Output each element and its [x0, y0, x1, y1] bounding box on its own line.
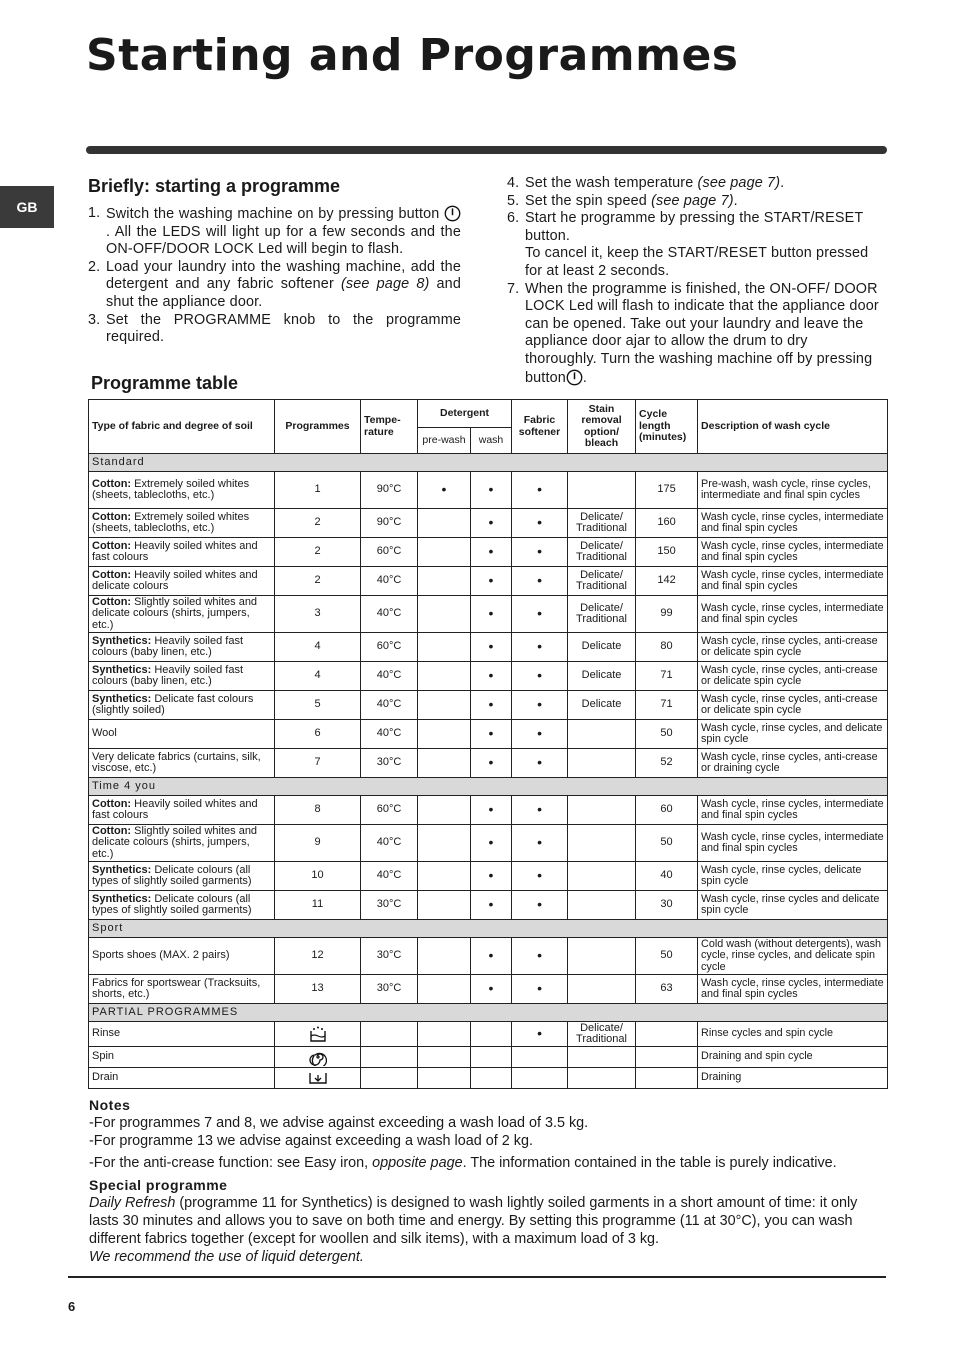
fabric-type: Synthetics:	[92, 634, 152, 647]
temperature-cell: 40°C	[361, 596, 418, 633]
fabric-type: Cotton:	[92, 824, 132, 837]
stain-cell	[568, 891, 636, 920]
stain-cell	[568, 975, 636, 1004]
header-description: Description of wash cycle	[698, 400, 888, 454]
prewash-cell	[418, 691, 471, 720]
table-row	[89, 938, 888, 975]
page-reference: (see page 8)	[340, 276, 430, 293]
fabric-desc: Slightly soiled whites and delicate colours (shirts, jumpers, etc.)	[92, 824, 258, 860]
stain-cell: Delicate/ Traditional	[568, 538, 636, 567]
programme-number: 13	[275, 975, 361, 1004]
wash-cell: •	[471, 720, 512, 749]
prewash-cell	[418, 509, 471, 538]
drain-icon	[275, 1068, 361, 1089]
stain-cell	[568, 1047, 636, 1068]
note-2: -For programme 13 we advise against exceeding a wash load of 2 kg.	[89, 1133, 533, 1149]
fabric-cell: Spin	[89, 1047, 275, 1068]
cycle-length-cell: 50	[636, 938, 698, 975]
table-row	[89, 891, 888, 920]
fabric-desc: Delicate colours (all types of slightly soiled garments)	[92, 863, 252, 887]
section-row	[89, 1004, 888, 1022]
table-row	[89, 1047, 888, 1068]
programme-number: 9	[275, 825, 361, 862]
temperature-cell: 40°C	[361, 720, 418, 749]
softener-cell: •	[512, 691, 568, 720]
header-fabric: Type of fabric and degree of soil	[89, 400, 275, 454]
prewash-cell	[418, 662, 471, 691]
step-number: 1.	[88, 205, 101, 221]
cycle-length-cell: 80	[636, 633, 698, 662]
cycle-length-cell: 71	[636, 691, 698, 720]
fabric-cell	[89, 633, 275, 662]
fabric-type: Synthetics:	[92, 892, 152, 905]
programme-number: 4	[275, 633, 361, 662]
fabric-desc: Wool	[92, 727, 117, 740]
cycle-length-cell: 142	[636, 567, 698, 596]
fabric-desc: Slightly soiled whites and delicate colours (shirts, jumpers, etc.)	[92, 595, 258, 631]
steps-list-left	[88, 205, 461, 347]
prewash-cell: •	[418, 472, 471, 509]
fabric-type: Cotton:	[92, 510, 132, 523]
fabric-desc: Very delicate fabrics (curtains, silk, viscose, etc.)	[92, 750, 261, 774]
description-cell: Wash cycle, rinse cycles, anti-crease or draining cycle	[698, 749, 888, 778]
fabric-cell	[89, 825, 275, 862]
softener-cell: •	[512, 862, 568, 891]
header-cycle: Cycle length (minutes)	[636, 400, 698, 454]
fabric-cell	[89, 662, 275, 691]
stain-cell	[568, 749, 636, 778]
header-softener: Fabric softener	[512, 400, 568, 454]
cycle-length-cell: 52	[636, 749, 698, 778]
fabric-type: Cotton:	[92, 539, 132, 552]
special-programme-text	[89, 1194, 889, 1248]
stain-cell: Delicate/ Traditional	[568, 509, 636, 538]
table-row	[89, 538, 888, 567]
programme-number: 1	[275, 472, 361, 509]
fabric-desc: Heavily soiled fast colours (baby linen, etc.)	[92, 634, 244, 658]
softener-cell: •	[512, 509, 568, 538]
special-text: (programme 11 for Synthetics) is designed to wash lightly soiled garments in a short amount of time: it only lasts 30 minutes and allows you to save on both time and energy. By setting this programme (11 at 30°C), you can wash different fabrics together (except for woollen and silk items), with a maximum load of 3 kg.	[89, 1195, 858, 1247]
softener-cell: •	[512, 749, 568, 778]
table-row	[89, 825, 888, 862]
header-detergent: Detergent	[418, 400, 512, 428]
fabric-desc: Delicate colours (all types of slightly soiled garments)	[92, 892, 252, 916]
spin-icon	[275, 1047, 361, 1068]
power-icon	[444, 205, 461, 222]
softener-cell: •	[512, 938, 568, 975]
programme-number: 8	[275, 796, 361, 825]
note-1: -For programmes 7 and 8, we advise against exceeding a wash load of 3.5 kg.	[89, 1115, 589, 1131]
programme-number: 2	[275, 567, 361, 596]
recommendation	[89, 1248, 889, 1266]
description-cell: Wash cycle, rinse cycles, intermediate and final spin cycles	[698, 796, 888, 825]
rinse-icon	[275, 1022, 361, 1047]
table-row	[89, 862, 888, 891]
fabric-cell	[89, 567, 275, 596]
step-number: 3.	[88, 311, 101, 328]
section-row	[89, 778, 888, 796]
temperature-cell: 90°C	[361, 509, 418, 538]
table-row	[89, 567, 888, 596]
step-5	[507, 193, 882, 211]
stain-cell	[568, 720, 636, 749]
step-4	[507, 175, 882, 193]
table-row	[89, 662, 888, 691]
wash-cell: •	[471, 862, 512, 891]
step-text: .	[582, 369, 588, 386]
cycle-length-cell: 160	[636, 509, 698, 538]
step-text: .	[780, 175, 785, 191]
page-title: Starting and Programmes	[86, 30, 739, 81]
step-1	[88, 205, 461, 259]
wash-cell: •	[471, 509, 512, 538]
stain-cell: Delicate/ Traditional	[568, 596, 636, 633]
fabric-cell	[89, 938, 275, 975]
programme-table-body	[89, 454, 888, 1089]
description-cell: Rinse cycles and spin cycle	[698, 1022, 888, 1047]
table-row	[89, 796, 888, 825]
softener-cell	[512, 1068, 568, 1089]
temperature-cell: 40°C	[361, 862, 418, 891]
temperature-cell: 40°C	[361, 567, 418, 596]
description-cell: Wash cycle, rinse cycles, anti-crease or delicate spin cycle	[698, 691, 888, 720]
prewash-cell	[418, 720, 471, 749]
notes-section	[89, 1096, 889, 1266]
fabric-desc: Heavily soiled whites and fast colours	[92, 539, 258, 563]
wash-cell: •	[471, 472, 512, 509]
temperature-cell: 60°C	[361, 538, 418, 567]
wash-cell: •	[471, 633, 512, 662]
step-number: 4.	[507, 175, 520, 191]
programme-number: 4	[275, 662, 361, 691]
prewash-cell	[418, 938, 471, 975]
notes-heading: Notes	[89, 1097, 131, 1113]
description-cell: Pre-wash, wash cycle, rinse cycles, intermediate and final spin cycles	[698, 472, 888, 509]
programme-number: 5	[275, 691, 361, 720]
step-2	[88, 259, 461, 312]
stain-cell: Delicate	[568, 662, 636, 691]
steps-list-right	[507, 175, 882, 387]
cycle-length-cell: 175	[636, 472, 698, 509]
stain-cell	[568, 796, 636, 825]
table-row	[89, 472, 888, 509]
programme-table	[88, 399, 888, 1089]
step-text: . All the LEDS will light up for a few seconds and the ON-OFF/DOOR LOCK Led will begin to flash.	[106, 223, 461, 258]
stain-cell: Delicate	[568, 691, 636, 720]
power-icon	[566, 369, 583, 386]
fabric-cell	[89, 538, 275, 567]
recommendation-text: We recommend the use of liquid detergent.	[89, 1249, 364, 1265]
note-text: -For the anti-crease function: see Easy iron,	[89, 1155, 373, 1171]
note-3	[89, 1154, 889, 1172]
wash-cell: •	[471, 596, 512, 633]
briefly-heading: Briefly: starting a programme	[88, 176, 341, 196]
step-number: 7.	[507, 280, 520, 297]
step-number: 2.	[88, 258, 101, 275]
fabric-desc: Heavily soiled whites and delicate colours	[92, 568, 258, 592]
cycle-length-cell: 30	[636, 891, 698, 920]
fabric-cell: Drain	[89, 1068, 275, 1089]
description-cell: Cold wash (without detergents), wash cycle, rinse cycles, and delicate spin cycle	[698, 938, 888, 975]
stain-cell: Delicate/ Traditional	[568, 567, 636, 596]
fabric-type: Cotton:	[92, 477, 132, 490]
page-reference: (see page 7)	[651, 192, 734, 209]
cycle-length-cell: 63	[636, 975, 698, 1004]
note-text: . The information contained in the table is purely indicative.	[462, 1155, 837, 1171]
description-cell: Wash cycle, rinse cycles, anti-crease or delicate spin cycle	[698, 633, 888, 662]
cycle-length-cell: 71	[636, 662, 698, 691]
fabric-cell	[89, 509, 275, 538]
step-text: Load your laundry into the washing machine, add the detergent and any fabric softener	[106, 258, 461, 293]
wash-cell: •	[471, 691, 512, 720]
softener-cell: •	[512, 633, 568, 662]
section-label: Standard	[89, 454, 888, 472]
step-number: 5.	[507, 192, 520, 209]
programme-number: 2	[275, 509, 361, 538]
table-row	[89, 509, 888, 538]
softener-cell: •	[512, 662, 568, 691]
programme-number: 10	[275, 862, 361, 891]
cycle-length-cell: 50	[636, 825, 698, 862]
softener-cell: •	[512, 567, 568, 596]
section-row	[89, 454, 888, 472]
temperature-cell: 30°C	[361, 975, 418, 1004]
table-row	[89, 1022, 888, 1047]
header-prewash: pre-wash	[418, 428, 471, 454]
description-cell: Wash cycle, rinse cycles, anti-crease or delicate spin cycle	[698, 662, 888, 691]
wash-cell: •	[471, 796, 512, 825]
temperature-cell: 30°C	[361, 891, 418, 920]
header-wash: wash	[471, 428, 512, 454]
description-cell: Wash cycle, rinse cycles and delicate spin cycle	[698, 891, 888, 920]
step-text: .	[733, 192, 738, 209]
wash-cell: •	[471, 825, 512, 862]
fabric-cell	[89, 891, 275, 920]
softener-cell	[512, 1047, 568, 1068]
temperature-cell: 30°C	[361, 938, 418, 975]
softener-cell: •	[512, 472, 568, 509]
softener-cell: •	[512, 596, 568, 633]
section-label: Sport	[89, 920, 888, 938]
softener-cell: •	[512, 825, 568, 862]
fabric-type: Cotton:	[92, 595, 132, 608]
temperature-cell: 60°C	[361, 796, 418, 825]
cycle-length-cell: 40	[636, 862, 698, 891]
stain-cell	[568, 938, 636, 975]
softener-cell: •	[512, 1022, 568, 1047]
header-temperature: Tempe-rature	[361, 400, 418, 454]
fabric-cell	[89, 720, 275, 749]
description-cell: Wash cycle, rinse cycles, intermediate and final spin cycles	[698, 825, 888, 862]
temperature-cell: 40°C	[361, 662, 418, 691]
fabric-cell	[89, 691, 275, 720]
page-reference: opposite page	[372, 1155, 463, 1171]
prewash-cell	[418, 862, 471, 891]
softener-cell: •	[512, 538, 568, 567]
step-text: Start he programme by pressing the START/RESET button.	[525, 210, 864, 244]
description-cell: Wash cycle, rinse cycles, delicate spin cycle	[698, 862, 888, 891]
fabric-cell	[89, 975, 275, 1004]
fabric-cell: Rinse	[89, 1022, 275, 1047]
wash-cell: •	[471, 662, 512, 691]
step-text: Set the PROGRAMME knob to the programme required.	[106, 311, 461, 346]
wash-cell: •	[471, 975, 512, 1004]
prewash-cell	[418, 825, 471, 862]
stain-cell: Delicate/ Traditional	[568, 1022, 636, 1047]
cycle-length-cell: 150	[636, 538, 698, 567]
cycle-length-cell: 99	[636, 596, 698, 633]
programme-table-heading: Programme table	[91, 373, 239, 393]
fabric-desc: Delicate fast colours (slightly soiled)	[92, 692, 254, 716]
softener-cell: •	[512, 720, 568, 749]
title-divider	[86, 146, 887, 154]
table-row	[89, 749, 888, 778]
fabric-type: Synthetics:	[92, 663, 152, 676]
language-tab: GB	[0, 186, 54, 228]
table-row	[89, 633, 888, 662]
fabric-cell	[89, 796, 275, 825]
programme-number: 6	[275, 720, 361, 749]
prewash-cell	[418, 633, 471, 662]
fabric-desc: Extremely soiled whites (sheets, tablecloths, etc.)	[92, 510, 250, 534]
special-programme-heading: Special programme	[89, 1177, 228, 1193]
cycle-length-cell: 50	[636, 720, 698, 749]
programme-number: 2	[275, 538, 361, 567]
softener-cell: •	[512, 891, 568, 920]
section-row	[89, 920, 888, 938]
fabric-cell	[89, 862, 275, 891]
description-cell: Wash cycle, rinse cycles, and delicate spin cycle	[698, 720, 888, 749]
header-programmes: Programmes	[275, 400, 361, 454]
description-cell: Draining	[698, 1068, 888, 1089]
step-text: Set the wash temperature	[525, 175, 698, 191]
softener-cell: •	[512, 975, 568, 1004]
footer-divider	[68, 1276, 886, 1278]
stain-cell	[568, 472, 636, 509]
wash-cell: •	[471, 891, 512, 920]
description-cell: Wash cycle, rinse cycles, intermediate and final spin cycles	[698, 567, 888, 596]
step-text: To cancel it, keep the START/RESET button pressed for at least 2 seconds.	[525, 245, 869, 279]
section-label: Time 4 you	[89, 778, 888, 796]
temperature-cell: 60°C	[361, 633, 418, 662]
step-number: 6.	[507, 210, 520, 227]
wash-cell: •	[471, 749, 512, 778]
programme-number: 7	[275, 749, 361, 778]
table-row	[89, 975, 888, 1004]
step-text: When the programme is finished, the ON-OFF/ DOOR LOCK Led will flash to indicate that the appliance door can be opened. Take out your laundry and leave the appliance door ajar to allow the drum to dry thoroughly. Turn the washing machine off by pressing button	[525, 280, 879, 386]
prewash-cell	[418, 596, 471, 633]
prewash-cell	[418, 749, 471, 778]
fabric-desc: Heavily soiled whites and fast colours	[92, 797, 258, 821]
prewash-cell	[418, 975, 471, 1004]
step-text: Set the spin speed	[525, 192, 652, 209]
prewash-cell	[418, 891, 471, 920]
stain-cell	[568, 825, 636, 862]
header-stain: Stain removal option/ bleach	[568, 400, 636, 454]
table-row	[89, 720, 888, 749]
wash-cell: •	[471, 538, 512, 567]
description-cell: Draining and spin cycle	[698, 1047, 888, 1068]
table-row	[89, 1068, 888, 1089]
page-number: 6	[68, 1299, 76, 1314]
temperature-cell: 40°C	[361, 691, 418, 720]
table-row	[89, 691, 888, 720]
temperature-cell: 90°C	[361, 472, 418, 509]
fabric-type: Synthetics:	[92, 863, 152, 876]
temperature-cell: 40°C	[361, 825, 418, 862]
description-cell: Wash cycle, rinse cycles, intermediate and final spin cycles	[698, 975, 888, 1004]
softener-cell: •	[512, 796, 568, 825]
stain-cell	[568, 862, 636, 891]
fabric-desc: Heavily soiled fast colours (baby linen, etc.)	[92, 663, 244, 687]
prewash-cell	[418, 796, 471, 825]
prewash-cell	[418, 538, 471, 567]
step-3	[88, 312, 461, 347]
fabric-desc: Extremely soiled whites (sheets, tablecloths, etc.)	[92, 477, 250, 501]
cycle-length-cell: 60	[636, 796, 698, 825]
fabric-cell	[89, 596, 275, 633]
description-cell: Wash cycle, rinse cycles, intermediate and final spin cycles	[698, 509, 888, 538]
page-reference: (see page 7)	[697, 175, 781, 191]
fabric-type: Synthetics:	[92, 692, 152, 705]
step-6	[507, 210, 882, 280]
programme-number: 3	[275, 596, 361, 633]
fabric-desc: Fabrics for sportswear (Tracksuits, shorts, etc.)	[92, 976, 261, 1000]
wash-cell: •	[471, 567, 512, 596]
step-text: Switch the washing machine on by pressing button	[106, 206, 440, 222]
programme-name: Daily Refresh	[89, 1195, 176, 1211]
programme-number: 11	[275, 891, 361, 920]
prewash-cell	[418, 567, 471, 596]
temperature-cell: 30°C	[361, 749, 418, 778]
fabric-type: Cotton:	[92, 797, 132, 810]
stain-cell: Delicate	[568, 633, 636, 662]
programme-number: 12	[275, 938, 361, 975]
section-label: PARTIAL PROGRAMMES	[89, 1004, 888, 1022]
step-text: and shut the appliance door.	[106, 276, 461, 310]
fabric-desc: Sports shoes (MAX. 2 pairs)	[92, 949, 230, 962]
table-row	[89, 596, 888, 633]
fabric-type: Cotton:	[92, 568, 132, 581]
fabric-cell	[89, 472, 275, 509]
step-7	[507, 281, 882, 388]
fabric-cell	[89, 749, 275, 778]
wash-cell: •	[471, 938, 512, 975]
stain-cell	[568, 1068, 636, 1089]
description-cell: Wash cycle, rinse cycles, intermediate and final spin cycles	[698, 596, 888, 633]
description-cell: Wash cycle, rinse cycles, intermediate and final spin cycles	[698, 538, 888, 567]
